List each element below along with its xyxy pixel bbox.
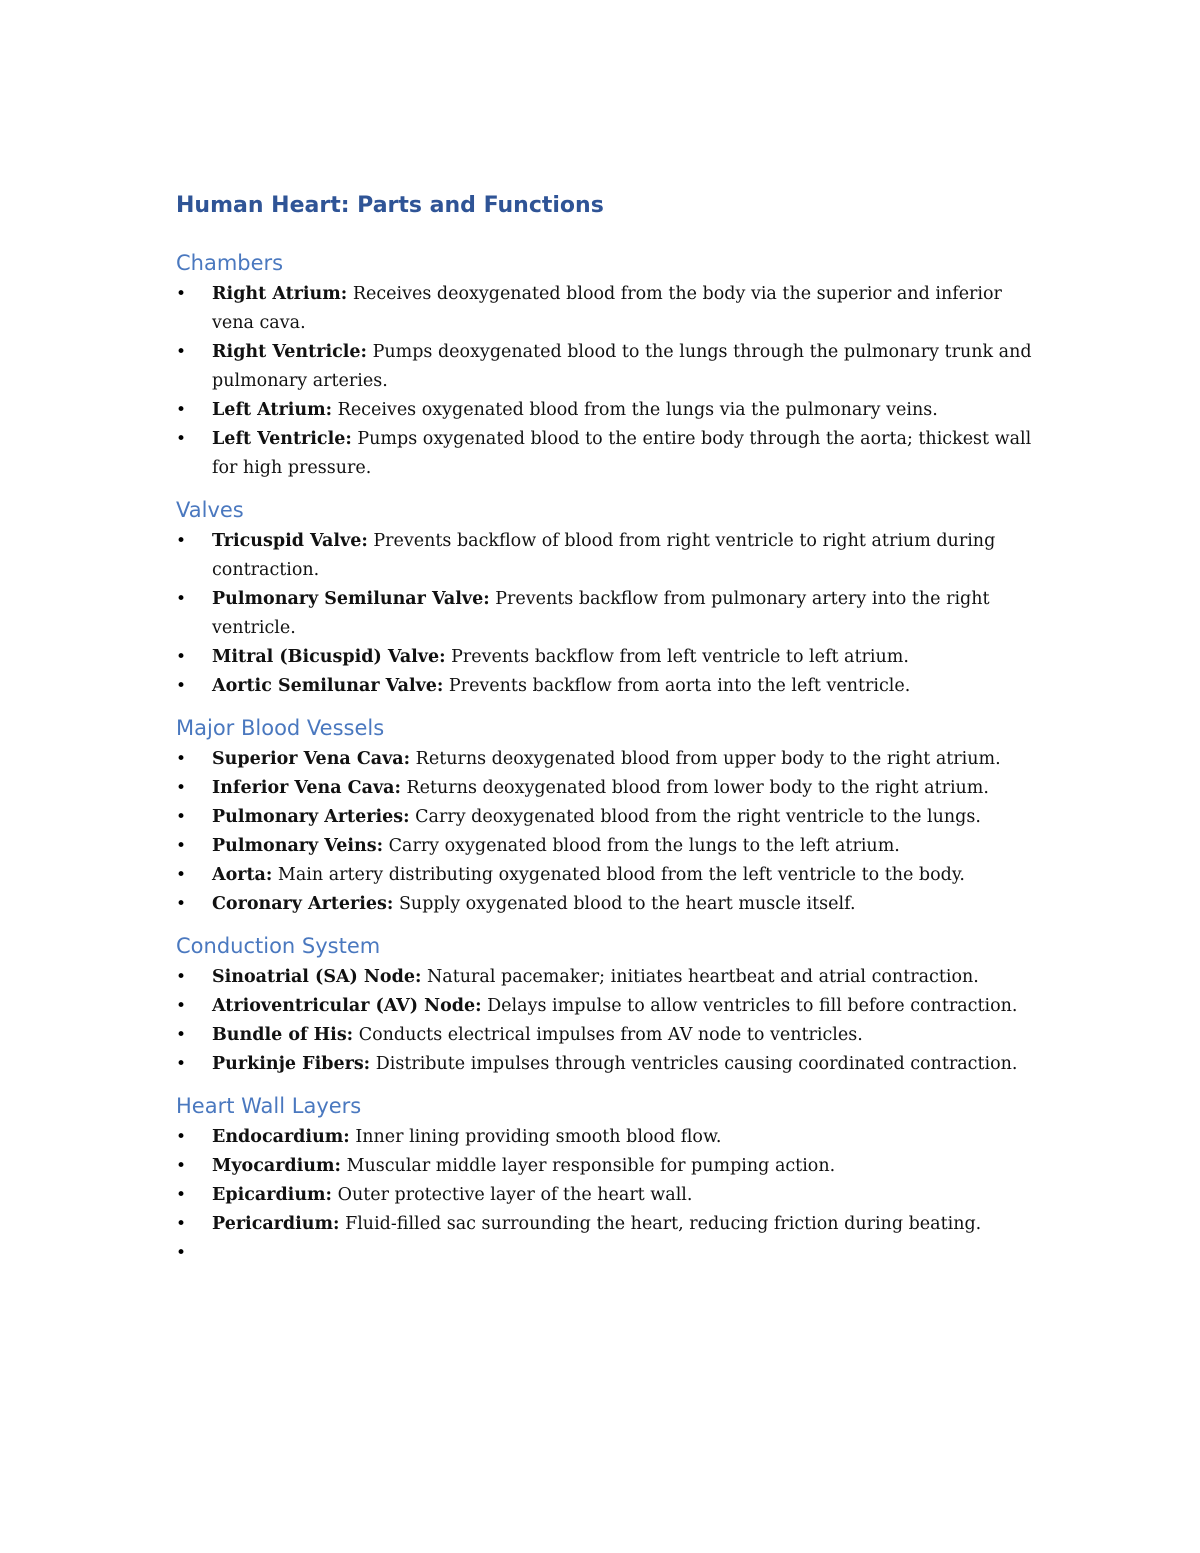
item-term: Right Atrium:: [212, 284, 348, 304]
item-description: Fluid-filled sac surrounding the heart, reducing friction during beating.: [339, 1214, 982, 1234]
list-item: [176, 643, 1036, 672]
list-item: [176, 1123, 1036, 1152]
list-item: [176, 1210, 1036, 1239]
section: [176, 1089, 1036, 1278]
bullet-icon: •: [176, 894, 187, 914]
document-body: [176, 246, 1036, 1288]
item-term: Purkinje Fibers:: [212, 1054, 371, 1074]
list-item: [176, 527, 1036, 585]
section: [176, 246, 1036, 483]
bullet-icon: •: [176, 778, 187, 798]
bullet-icon: •: [176, 676, 187, 696]
list-item: [176, 1152, 1036, 1181]
section-heading: Heart Wall Layers: [176, 1094, 362, 1118]
item-description: Main artery distributing oxygenated blood from the left ventricle to the body.: [272, 865, 965, 885]
bullet-icon: •: [176, 807, 187, 827]
bullet-icon: •: [176, 342, 187, 362]
item-description: Supply oxygenated blood to the heart muscle itself.: [393, 894, 856, 914]
bullet-icon: •: [176, 1025, 187, 1045]
bullet-icon: •: [176, 1185, 187, 1205]
item-term: Aortic Semilunar Valve:: [212, 676, 444, 696]
section: [176, 711, 1036, 919]
item-description: Carry deoxygenated blood from the right ventricle to the lungs.: [409, 807, 981, 827]
bullet-list: [176, 527, 1036, 701]
item-description: Prevents backflow from left ventricle to left atrium.: [445, 647, 909, 667]
section-heading: Chambers: [176, 251, 284, 275]
bullet-icon: •: [176, 589, 187, 609]
item-term: Aorta:: [212, 865, 273, 885]
document-page: [176, 0, 1036, 1553]
item-term: Pulmonary Arteries:: [212, 807, 410, 827]
item-term: Endocardium:: [212, 1127, 350, 1147]
bullet-icon: •: [176, 1127, 187, 1147]
item-term: Right Ventricle:: [212, 342, 368, 362]
section: [176, 493, 1036, 701]
item-term: Epicardium:: [212, 1185, 333, 1205]
bullet-icon: •: [176, 1156, 187, 1176]
bullet-icon: •: [176, 284, 187, 304]
list-item: [176, 425, 1036, 483]
item-term: Pulmonary Semilunar Valve:: [212, 589, 490, 609]
list-item: [176, 672, 1036, 701]
list-item: [176, 338, 1036, 396]
item-description: Receives deoxygenated blood from the body via the superior and inferior vena cava.: [212, 284, 1002, 333]
bullet-icon: •: [176, 749, 187, 769]
list-item: [176, 861, 1036, 890]
list-item: [176, 992, 1036, 1021]
list-item: [176, 745, 1036, 774]
bullet-list: [176, 1123, 1036, 1278]
item-description: Inner lining providing smooth blood flow.: [349, 1127, 722, 1147]
item-description: Prevents backflow from pulmonary artery into the right ventricle.: [212, 589, 990, 638]
bullet-icon: •: [176, 647, 187, 667]
list-item: [176, 963, 1036, 992]
item-description: Outer protective layer of the heart wall.: [332, 1185, 693, 1205]
section: [176, 929, 1036, 1079]
list-item: [176, 832, 1036, 861]
item-term: Pericardium:: [212, 1214, 340, 1234]
item-term: Mitral (Bicuspid) Valve:: [212, 647, 446, 667]
list-item: [176, 396, 1036, 425]
bullet-icon: •: [176, 996, 187, 1016]
item-description: Prevents backflow from aorta into the left ventricle.: [443, 676, 911, 696]
bullet-list: [176, 745, 1036, 919]
list-item: [176, 890, 1036, 919]
item-term: Inferior Vena Cava:: [212, 778, 401, 798]
item-description: Carry oxygenated blood from the lungs to the left atrium.: [383, 836, 900, 856]
item-description: Returns deoxygenated blood from lower body to the right atrium.: [400, 778, 989, 798]
bullet-icon: •: [176, 531, 187, 551]
list-item: [176, 1021, 1036, 1050]
bullet-icon: •: [176, 1054, 187, 1074]
list-item: [176, 1050, 1036, 1079]
item-term: Superior Vena Cava:: [212, 749, 411, 769]
bullet-list: [176, 280, 1036, 483]
item-term: Left Atrium:: [212, 400, 333, 420]
bullet-icon: •: [176, 1214, 187, 1234]
item-description: Pumps oxygenated blood to the entire body through the aorta; thickest wall for high pressure.: [212, 429, 1032, 478]
item-description: Pumps deoxygenated blood to the lungs through the pulmonary trunk and pulmonary arteries.: [212, 342, 1032, 391]
item-term: Coronary Arteries:: [212, 894, 394, 914]
item-description: Distribute impulses through ventricles causing coordinated contraction.: [370, 1054, 1018, 1074]
bullet-icon: •: [176, 429, 187, 449]
list-item: [176, 280, 1036, 338]
item-description: Natural pacemaker; initiates heartbeat and atrial contraction.: [421, 967, 979, 987]
item-term: Sinoatrial (SA) Node:: [212, 967, 422, 987]
item-description: Prevents backflow of blood from right ventricle to right atrium during contraction.: [212, 531, 996, 580]
item-term: Myocardium:: [212, 1156, 342, 1176]
item-term: Tricuspid Valve:: [212, 531, 368, 551]
list-item: [176, 774, 1036, 803]
document-title: Human Heart: Parts and Functions: [176, 193, 604, 218]
item-term: Pulmonary Veins:: [212, 836, 384, 856]
section-heading: Valves: [176, 498, 244, 522]
bullet-icon: •: [176, 865, 187, 885]
item-term: Atrioventricular (AV) Node:: [212, 996, 482, 1016]
bullet-icon: •: [176, 967, 187, 987]
item-description: Conducts electrical impulses from AV node to ventricles.: [353, 1025, 863, 1045]
item-term: Bundle of His:: [212, 1025, 354, 1045]
list-item: [176, 1239, 1036, 1278]
item-description: Delays impulse to allow ventricles to fill before contraction.: [481, 996, 1018, 1016]
list-item: [176, 585, 1036, 643]
section-heading: Conduction System: [176, 934, 381, 958]
bullet-list: [176, 963, 1036, 1079]
section-heading: Major Blood Vessels: [176, 716, 385, 740]
list-item: [176, 803, 1036, 832]
item-description: Returns deoxygenated blood from upper body to the right atrium.: [410, 749, 1001, 769]
item-term: Left Ventricle:: [212, 429, 352, 449]
bullet-icon: •: [176, 1243, 187, 1263]
item-description: Receives oxygenated blood from the lungs via the pulmonary veins.: [332, 400, 938, 420]
bullet-icon: •: [176, 400, 187, 420]
list-item: [176, 1181, 1036, 1210]
item-description: Muscular middle layer responsible for pumping action.: [341, 1156, 836, 1176]
bullet-icon: •: [176, 836, 187, 856]
